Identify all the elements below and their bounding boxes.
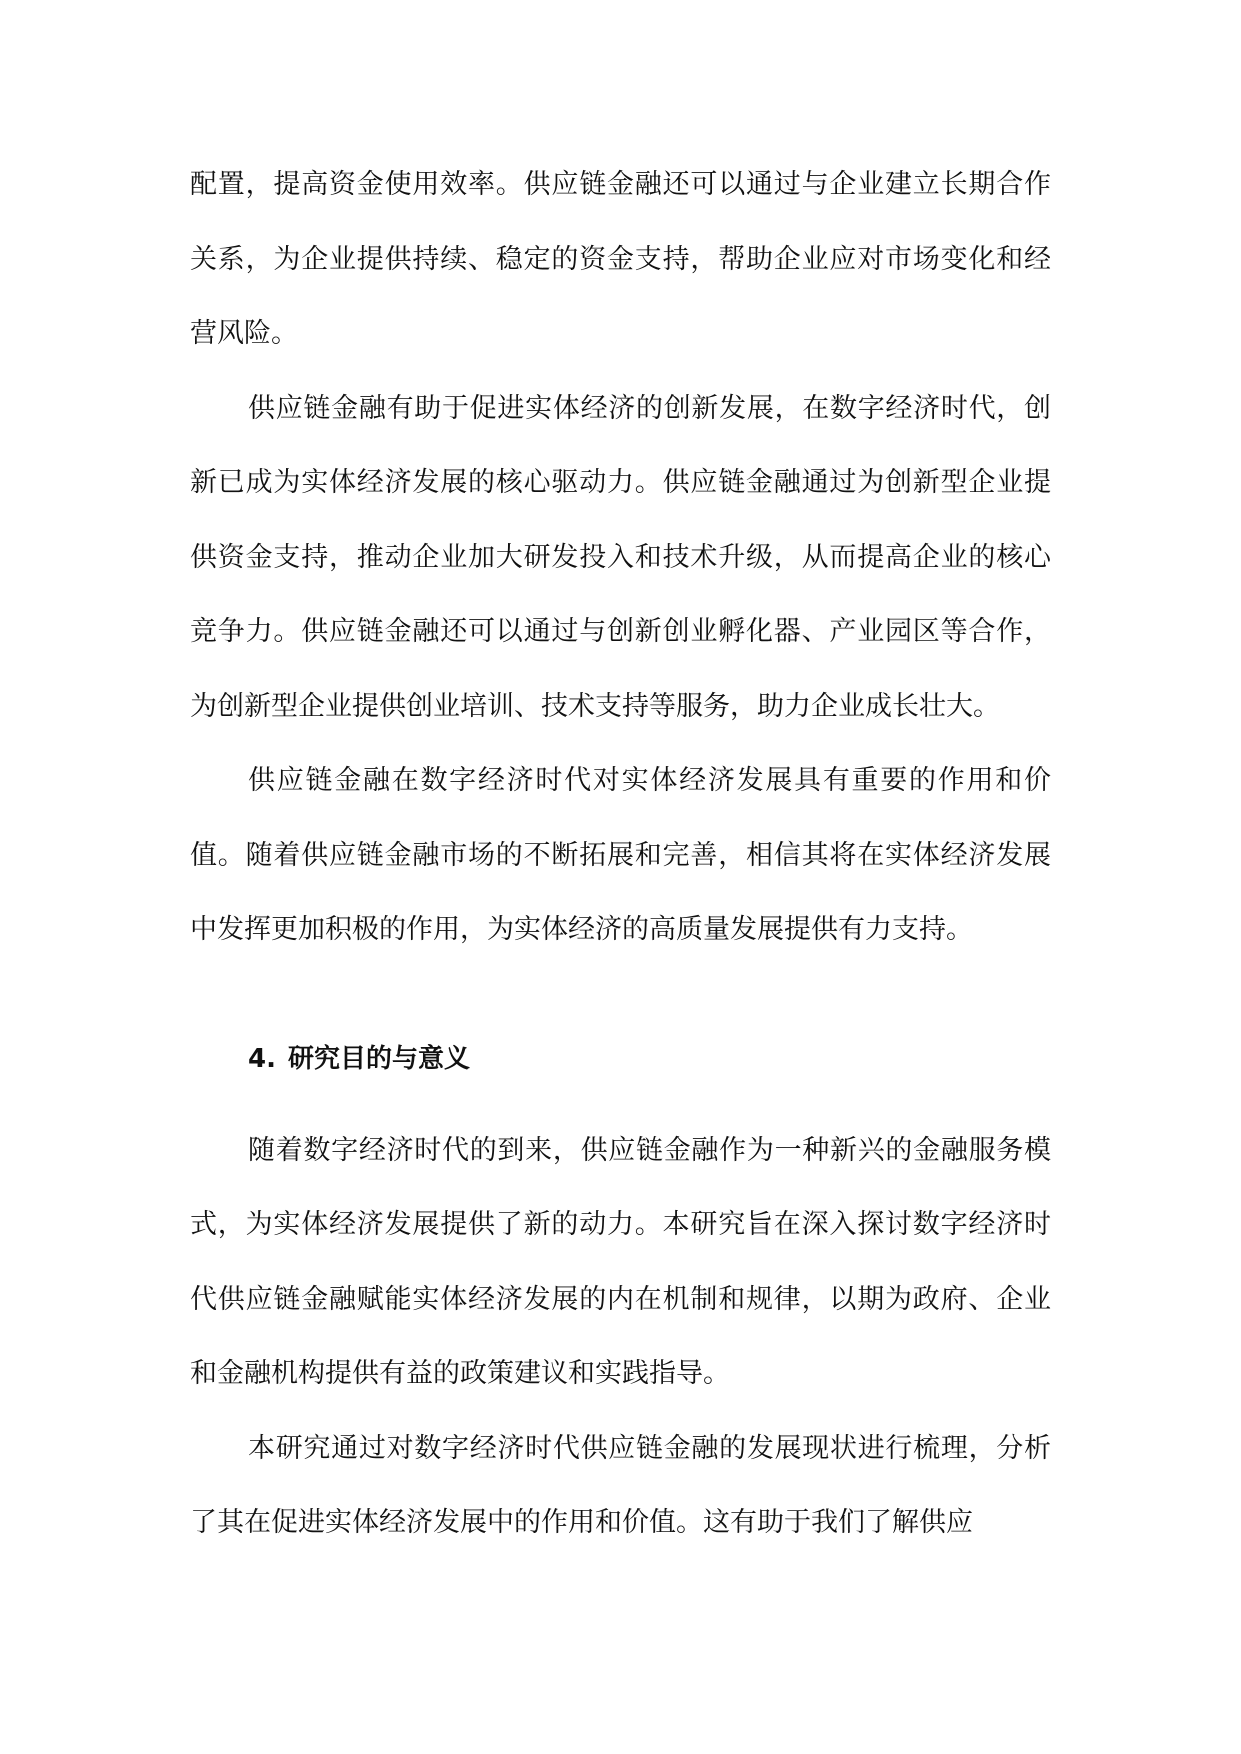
section-title: 研究目的与意义 [287,1043,470,1074]
paragraph-capital-allocation: 配置，提高资金使用效率。供应链金融还可以通过与企业建立长期合作关系，为企业提供持续、稳定的资金支持，帮助企业应对市场变化和经营风险。 [190,169,1051,349]
section-gap [190,968,1051,1004]
section-number: 4. [248,1043,276,1074]
paragraph-role-and-value: 供应链金融在数字经济时代对实体经济发展具有重要的作用和价值。随着供应链金融市场的不断拓展和完善，相信其将在实体经济发展中发挥更加积极的作用，为实体经济的高质量发展提供有力支持。 [190,765,1051,945]
paragraph-innovation-development: 供应链金融有助于促进实体经济的创新发展，在数字经济时代，创新已成为实体经济发展的核心驱动力。供应链金融通过为创新型企业提供资金支持，推动企业加大研发投入和技术升级，从而提高企业的核心竞争力。供应链金融还可以通过与创新创业孵化器、产业园区等合作，为创新型企业提供创业培训、技术支持等服务，助力企业成长壮大。 [190,392,1051,722]
section-heading [190,1004,1051,1114]
paragraph-research-significance: 本研究通过对数字经济时代供应链金融的发展现状进行梳理，分析了其在促进实体经济发展中的作用和价值。这有助于我们了解供应 [190,1432,1051,1538]
paragraph-research-purpose: 随着数字经济时代的到来，供应链金融作为一种新兴的金融服务模式，为实体经济发展提供了新的动力。本研究旨在深入探讨数字经济时代供应链金融赋能实体经济发展的内在机制和规律，以期为政府、企业和金融机构提供有益的政策建议和实践指导。 [190,1134,1051,1389]
document-body [190,148,1051,1561]
